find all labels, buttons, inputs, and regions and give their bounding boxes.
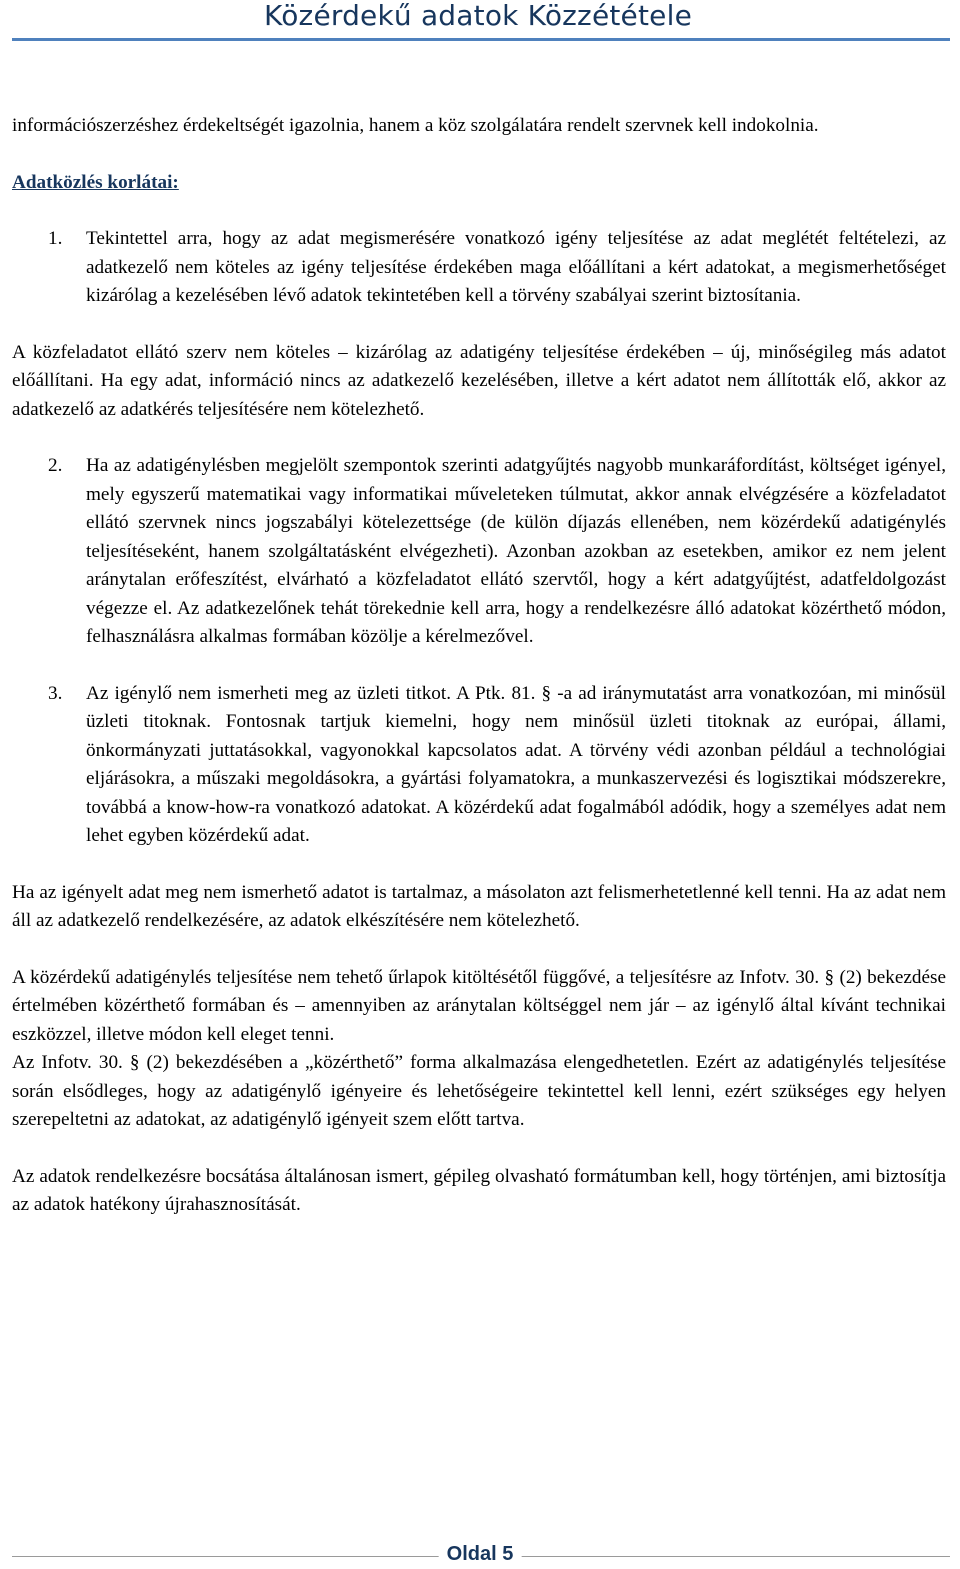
page-footer: [0, 1545, 960, 1569]
page-number: Oldal 5: [439, 1543, 522, 1566]
section-heading: Adatközlés korlátai:: [12, 171, 179, 193]
header-divider: [12, 38, 950, 41]
page-header-title: Közérdekű adatok Közzététele: [264, 0, 692, 32]
paragraph-forms: A közérdekű adatigénylés teljesítése nem tehető űrlapok kitöltésétől függővé, a teljesítésre az Infotv. 30. § (2) bekezdése értelmében közérthető formában és – amennyiben az aránytalan költséggel nem jár – az igénylő által kívánt technikai eszközzel, illetve módon kell eleget tenni.: [12, 966, 946, 1045]
list-item-number: 3.: [48, 682, 63, 704]
list-item-number: 1.: [48, 228, 63, 249]
paragraph-no-obligation: A közfeladatot ellátó szerv nem köteles – kizárólag az adatigény teljesítése érdekében – új, minőségileg más adatot előállítani. Ha egy adat, információ nincs az adatkezelő kezelésében, illetve a kért adatot nem állították elő, akkor az adatkezelő az adatkérés teljesítésére nem kötelezhető.: [12, 341, 946, 420]
list-item-number: 2.: [48, 455, 63, 476]
paragraph-redaction: Ha az igényelt adat meg nem ismerhető adatot is tartalmaz, a másolaton azt felismerhetetlenné kell tenni. Ha az adat nem áll az adatkezelő rendelkezésére, az adatok elkészítésére nem kötelezhető.: [12, 881, 946, 931]
list-item-text: Az igénylő nem ismerheti meg az üzleti titkot. A Ptk. 81. § -a ad iránymutatást arra vonatkozóan, mi minősül üzleti titoknak. Fontosnak tartjuk kiemelni, hogy nem minősül üzleti titoknak az európai, állami, önkormányzati juttatásokkal, vagyonokkal kapcsolatos adat. A törvény védi azonban például a technológiai eljárásokra, a műszaki megoldásokra, a gyártási folyamatokra, a munkaszervezési és logisztikai módszerekre, továbbá a know-how-ra vonatkozó adatokat. A közérdekű adat fogalmából adódik, hogy a személyes adat nem lehet egyben közérdekű adat.: [86, 682, 946, 846]
list-item-3: [12, 680, 946, 851]
paragraph-comprehensible-form: Az Infotv. 30. § (2) bekezdésében a „közérthető” forma alkalmazása elengedhetetlen. Ezért az adatigénylés teljesítése során elsődleges, hogy az adatigénylő igényeire és lehetőségeire tekintettel kell lenni, ezért szükséges egy helyen szerepeltetni az adatokat, az adatigénylő igényeit szem előtt tartva.: [12, 1052, 946, 1130]
intro-paragraph: információszerzéshez érdekeltségét igazolnia, hanem a köz szolgálatára rendelt szervnek kell indokolnia.: [12, 115, 819, 136]
list-item-text: Tekintettel arra, hogy az adat megismerésére vonatkozó igény teljesítése az adat meglétét feltételezi, az adatkezelő nem köteles az igény teljesítése érdekében maga előállítani a kért adatokat, a megismerhetőséget kizárólag a kezelésében lévő adatok tekintetében kell a törvény szabályai szerint biztosítania.: [86, 228, 946, 306]
list-item-2: [12, 452, 946, 652]
paragraph-machine-readable: Az adatok rendelkezésre bocsátása általánosan ismert, gépileg olvasható formátumban kell, hogy történjen, ami biztosítja az adatok hatékony újrahasznosítását.: [12, 1165, 946, 1215]
list-item-text: Ha az adatigénylésben megjelölt szempontok szerinti adatgyűjtés nagyobb munkaráfordítást, költséget igényel, mely egyszerű matematikai vagy informatikai műveleteken túlmutat, akkor annak elvégzésére a közfeladatot ellátó szervnek nincs jogszabályi kötelezettsége (de külön díjazás ellenében, nem közérdekű adatigénylés teljesítéseként, hanem szolgáltatásként elvégezheti). Azonban azokban az esetekben, amikor ez nem jelent aránytalan erőfeszítést, elvárható a közfeladatot ellátó szervtől, hogy a kért adatgyűjtést, adatfeldolgozást végezze el. Az adatkezelőnek tehát törekednie kell arra, hogy a rendelkezésre álló adatokat közérthető módon, felhasználásra alkalmas formában közölje a kérelmezővel.: [86, 455, 946, 647]
document-body: [12, 112, 946, 1220]
list-item-1: [12, 225, 946, 311]
